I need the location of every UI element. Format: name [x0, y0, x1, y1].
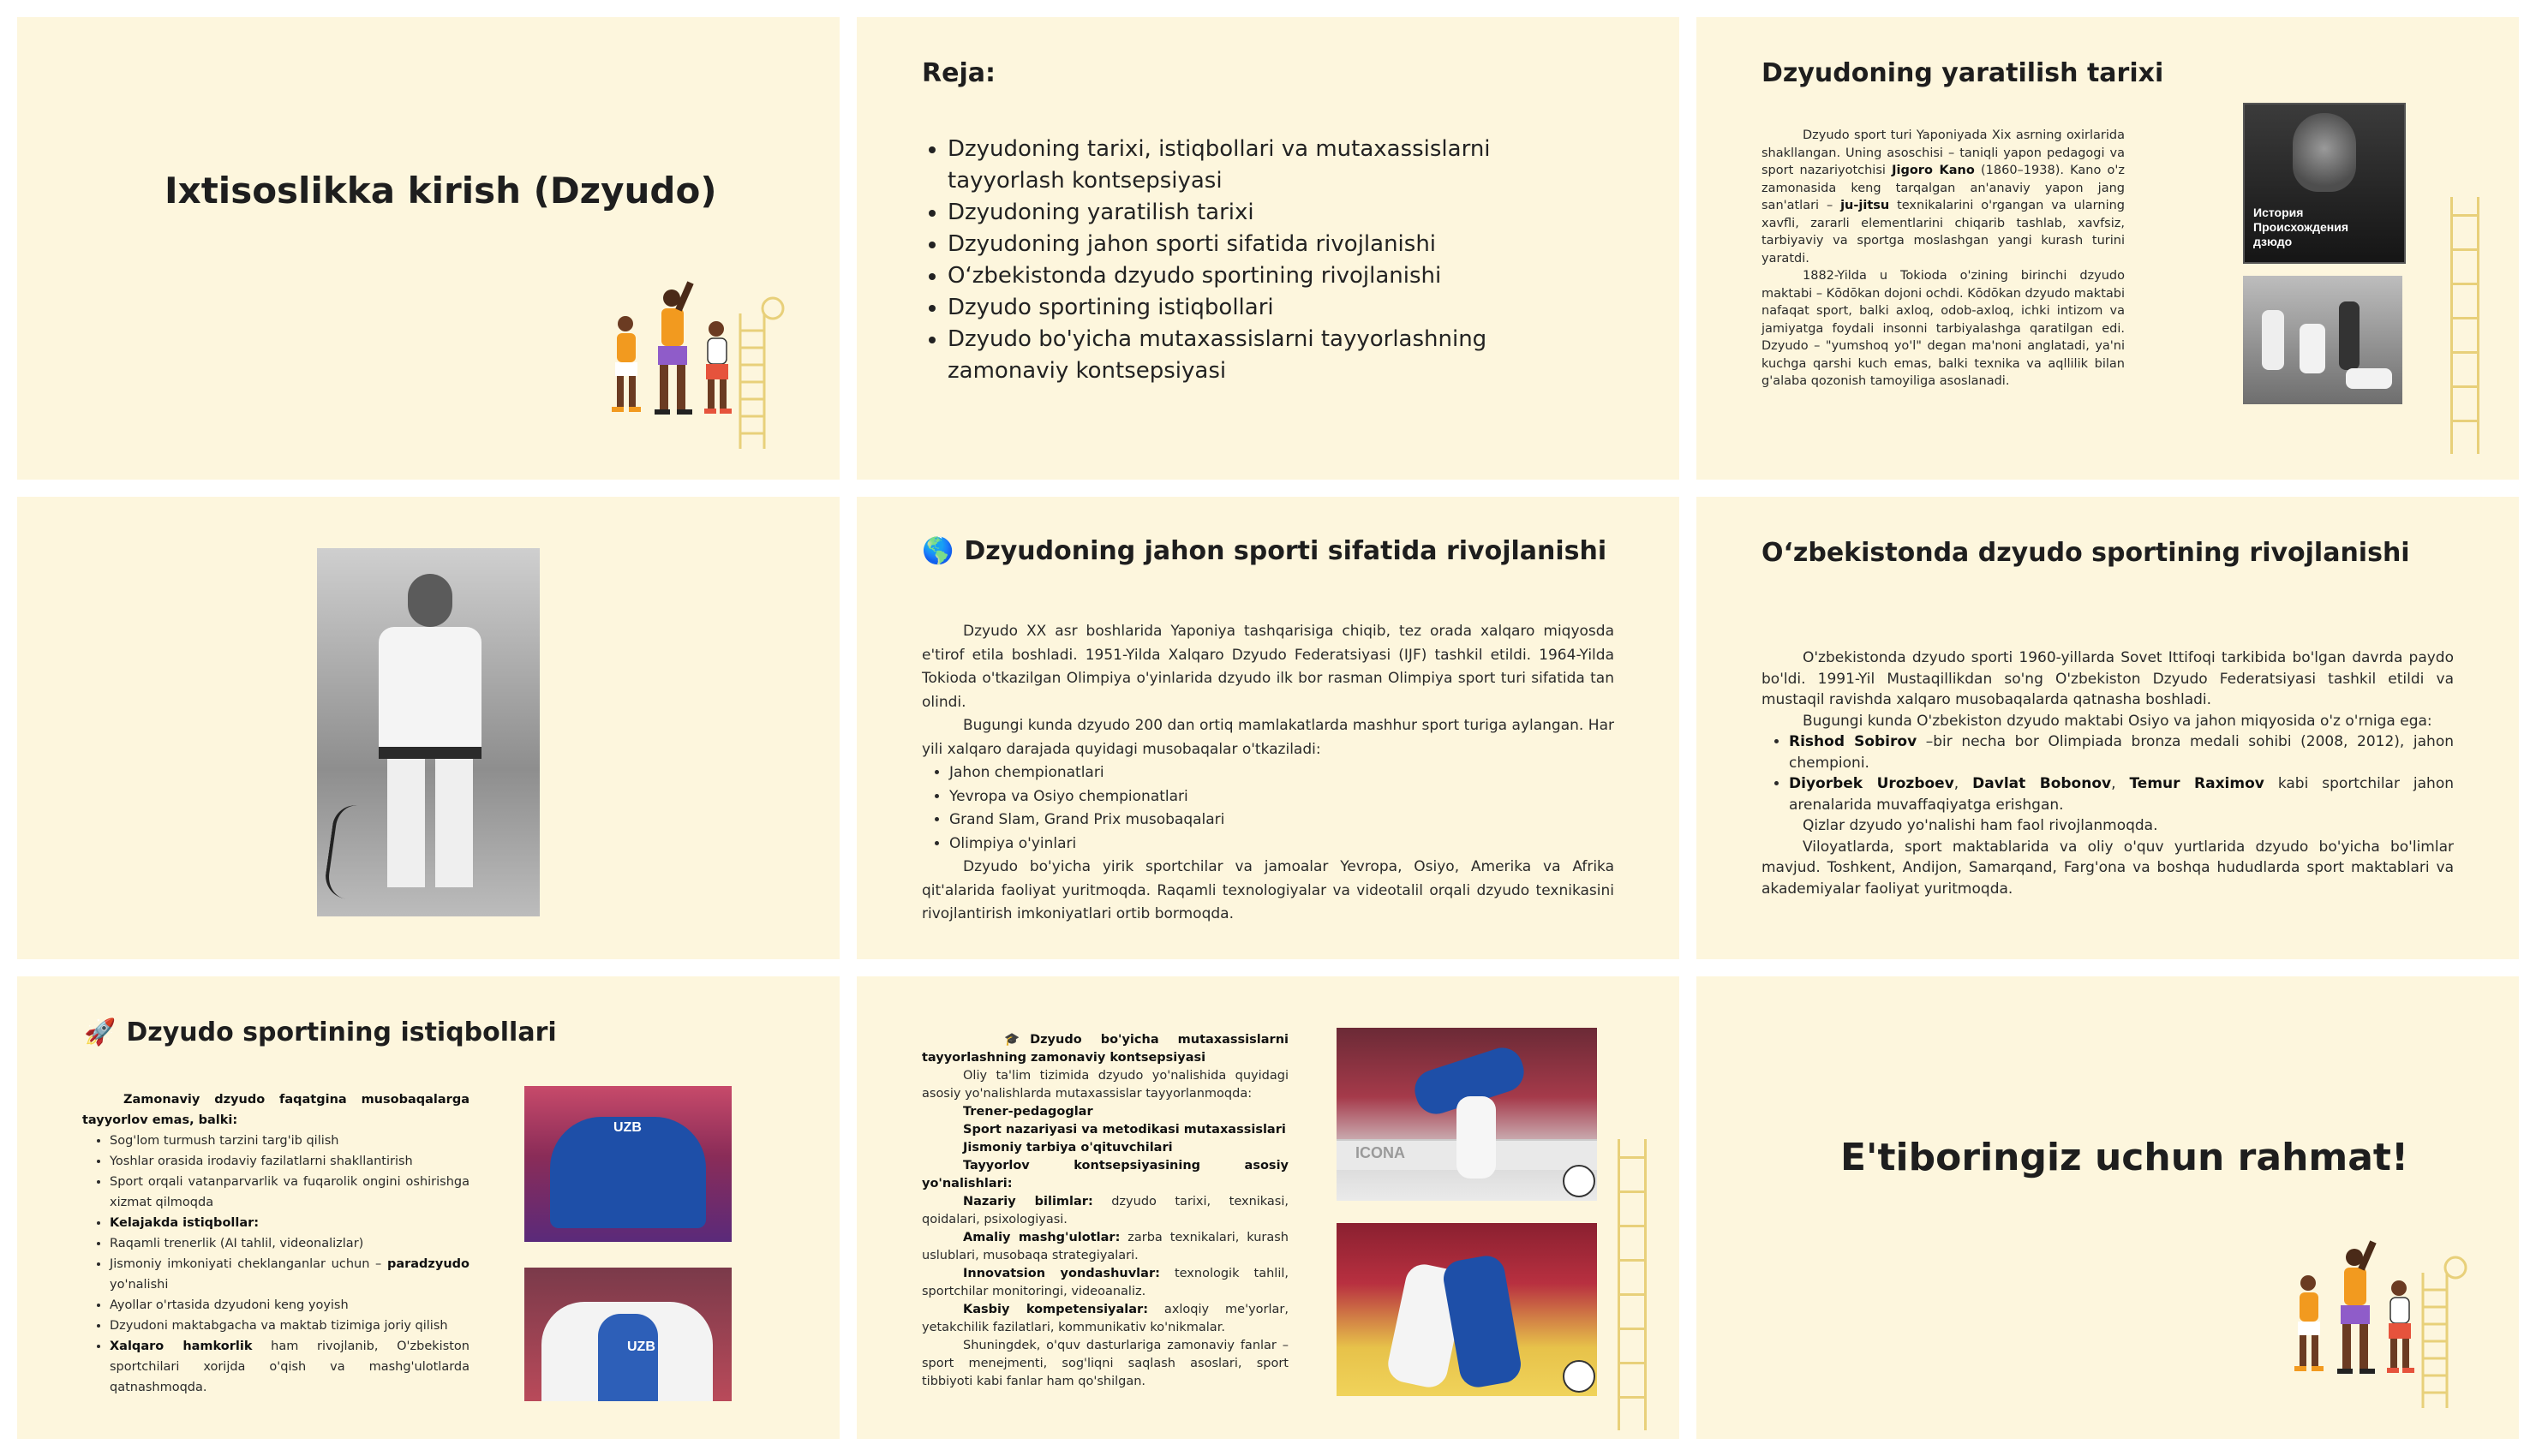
specialists-text — [922, 1031, 1289, 1391]
plan-item: • Dzyudoning tarixi, istiqbollari va mutaxassislarni tayyorlash kontsepsiyasi — [948, 134, 1573, 197]
prospects-text — [82, 1089, 470, 1398]
graduation-cap-icon: 🎓 — [1004, 1033, 1020, 1047]
prospect-item: • Sport orqali vatanparvarlik va fuqarolik ongini oshirishga xizmat qilmoqda — [110, 1172, 470, 1213]
poster-caption: История Происхождения дзюдо — [2253, 206, 2349, 248]
plan-item: • Dzyudo sportining istiqbollari — [948, 292, 1573, 324]
globe-icon: 🌎 — [922, 536, 954, 566]
plan-item: • Dzyudoning yaratilish tarixi — [948, 197, 1573, 229]
photo-figure — [2300, 324, 2325, 373]
prospects-heading — [84, 1017, 557, 1047]
competition-item: • Grand Slam, Grand Prix musobaqalari — [949, 809, 1614, 832]
text-span: texnikalarini o'rgangan va ularning xavfli, zararli elementlarini chiqarib tashlab, xavfsiz, tarbiyaviy va sportga moslashgan yangi kurash turini yaratdi. — [1761, 199, 2125, 266]
uzbekistan-paragraph: Viloyatlarda, sport maktablarida va oliy o'quv yurtlarida dzyudo bo'yicha bo'limlar mavjud. Toshkent, Andijon, Samarqand, Farg'ona va boshqa hududlarda sport maktablari va akademiyalar faoliyat yuritmoqda. — [1761, 838, 2454, 898]
world-paragraph: Dzyudo XX asr boshlarida Yaponiya tashqarisiga chiqib, tez orada xalqaro miqyosda e'tirof etila boshladi. 1951-Yilda Xalqaro Dzyudo Federatsiyasi (IJF) tashkil etildi. 1964-Yilda Tokioda o'tkazilgan Olimpiya o'yinlarida dzyudo ilk bor rasman Olimpiya sport turi sifatida tan olindi. — [922, 623, 1614, 711]
specialist-type: Trener-pedagoglar — [963, 1105, 1093, 1119]
concept-key: Innovatsion yondashuvlar: — [963, 1267, 1160, 1280]
concept-value: zarba texnikalari, kurash uslublari, musobaqa strategiyalari. — [922, 1231, 1289, 1262]
slide-kano-photo[interactable] — [17, 497, 840, 959]
uzbekistan-text — [1761, 647, 2454, 899]
specialists-heading — [922, 1031, 1289, 1067]
ijf-logo — [1563, 1360, 1595, 1393]
prospects-intro-text: Zamonaviy dzyudo faqatgina musobaqalarga tayyorlov emas, balki: — [82, 1093, 470, 1127]
prospect-item: • Yoshlar orasida irodaviy fazilatlarni shakllantirish — [110, 1151, 470, 1172]
athlete-item — [1789, 731, 2454, 773]
specialist-line — [922, 1157, 1289, 1193]
text-span: ham rivojlanib, O'zbekiston sportchilari xorijda o'qish va mashg'ulotlarda qatnashmoqda. — [110, 1340, 470, 1394]
slide-uzbekistan[interactable] — [1696, 497, 2519, 959]
judoka-white — [1456, 1096, 1496, 1179]
prospect-item — [110, 1336, 470, 1398]
plan-item: • O‘zbekistonda dzyudo sportining rivojlanishi — [948, 260, 1573, 292]
future-heading: Kelajakda istiqbollar: — [110, 1216, 260, 1230]
history-text — [1761, 127, 2125, 391]
plan-item: • Dzyudo bo'yicha mutaxassislarni tayyorlashning zamonaviy kontsepsiyasi — [948, 324, 1573, 387]
judo-match-photo — [1337, 1223, 1597, 1396]
text-span: (1860–1938). Kano o'z zamonasida keng tarqalgan an'anaviy yapon jang san'atlari – — [1761, 164, 2125, 212]
prospect-item: • Dzyudoni maktabgacha va maktab tizimiga joriy qilish — [110, 1316, 470, 1336]
text-span: –bir necha bor Olimpiada bronza medali sohibi (2008, 2012), jahon chempioni. — [1789, 733, 2455, 772]
slide-history[interactable] — [1696, 17, 2519, 480]
concept-key: Amaliy mashg'ulotlar: — [963, 1231, 1121, 1244]
prospect-item — [110, 1254, 470, 1295]
athlete-name: Diyorbek Urozboev — [1789, 775, 1954, 792]
athlete-name: Temur Raximov — [2129, 775, 2264, 792]
specialists-paragraph: Oliy ta'lim tizimida dzyudo yo'nalishida quyidagi asosiy yo'nalishlarda mutaxassislar tayyorlanmoqda: — [922, 1069, 1289, 1101]
concept-key: Kasbiy kompetensiyalar: — [963, 1303, 1148, 1316]
concept-value: texnologik tahlil, sportchilar monitoringi, videoanaliz. — [922, 1267, 1289, 1298]
athlete-name: Rishod Sobirov — [1789, 733, 1917, 750]
concept-line — [922, 1265, 1289, 1301]
competition-item: • Olimpiya o'yinlari — [949, 832, 1614, 856]
photo-belt — [379, 747, 481, 759]
slide-title-heading: Ixtisoslikka kirish (Dzyudo) — [164, 170, 717, 212]
prospect-item: • Ayollar o'rtasida dzyudoni keng yoyish — [110, 1295, 470, 1316]
uzbek-team-photo — [524, 1086, 732, 1242]
specialist-line — [922, 1139, 1289, 1157]
athlete-item: • Diyorbek Urozboev, Davlat Bobonov, Temur Raximov kabi sportchilar jahon arenalarida muvaffaqiyatga erishgan. — [1789, 773, 2454, 815]
slide-plan[interactable] — [857, 17, 1679, 480]
athlete-name: Davlat Bobonov — [1972, 775, 2112, 792]
specialist-type: Sport nazariyasi va metodikasi mutaxassislari — [963, 1123, 1286, 1137]
photo-pants — [435, 759, 473, 887]
thanks-heading: E'tiboringiz uchun rahmat! — [1840, 1136, 2409, 1179]
history-heading: Dzyudoning yaratilish tarixi — [1761, 58, 2164, 88]
concept-line — [922, 1229, 1289, 1265]
slide-specialists[interactable] — [857, 976, 1679, 1439]
slide-title[interactable] — [17, 17, 840, 480]
concept-key: Nazariy bilimlar: — [963, 1195, 1093, 1208]
uzbekistan-paragraph: Bugungi kunda O'zbekiston dzyudo maktabi Osiyo va jahon miqyosida o'z o'rniga ega: — [1803, 712, 2432, 730]
prospects-heading-text: Dzyudo sportining istiqbollari — [126, 1017, 557, 1047]
prospects-intro — [82, 1089, 470, 1131]
photo-figure — [2339, 301, 2360, 370]
jigoro-kano-name: Jigoro Kano — [1892, 164, 1975, 177]
ju-jitsu-term: ju-jitsu — [1840, 199, 1890, 212]
concept-value: dzyudo tarixi, texnikasi, qoidalari, psixologiyasi. — [922, 1195, 1289, 1226]
photo-pants — [387, 759, 425, 887]
photo-figure — [2346, 368, 2392, 389]
uzbekistan-heading: O‘zbekistonda dzyudo sportining rivojlanishi — [1761, 538, 2410, 568]
jigoro-kano-photo — [317, 548, 540, 916]
photo-signature — [323, 803, 382, 902]
specialist-line — [922, 1121, 1289, 1139]
photo-gi — [379, 627, 481, 755]
concept-line — [922, 1193, 1289, 1229]
ladder-decoration — [2450, 197, 2479, 454]
history-dojo-photo — [2243, 276, 2402, 404]
competition-item: • Jahon chempionatlari — [949, 761, 1614, 785]
uzbekistan-paragraph: O'zbekistonda dzyudo sporti 1960-yillarda Sovet Ittifoqi tarkibida bo'lgan davrda paydo bo'ldi. 1991-Yil Mustaqillikdan so'ng O'zbekiston Dzyudo Federatsiyasi tashkil etildi va mustaqil ravishda xalqaro musobaqalarda qatnasha boshladi. — [1761, 649, 2454, 708]
concept-line — [922, 1301, 1289, 1337]
plan-heading: Reja: — [922, 58, 996, 88]
slide-world-sport[interactable] — [857, 497, 1679, 959]
photo-figure — [2262, 310, 2284, 370]
text-span: yo'nalishi — [110, 1278, 169, 1292]
photo-head — [408, 574, 452, 627]
world-paragraph: Dzyudo bo'yicha yirik sportchilar va jamoalar Yevropa, Osiyo, Amerika va Afrika qit'alarida faoliyat yuritmoqda. Raqamli texnologiyalar va videotalil orqali dzyudo texnikasini rivojlantirish imkoniyatlari ortib bormoqda. — [922, 858, 1614, 922]
uzbekistan-paragraph: Qizlar dzyudo yo'nalishi ham faol rivojlanmoqda. — [1803, 817, 2158, 834]
prospect-item — [110, 1213, 470, 1233]
world-text — [922, 620, 1614, 927]
history-poster-image — [2243, 103, 2406, 264]
plan-item: • Dzyudoning jahon sporti sifatida rivojlanishi — [948, 229, 1573, 260]
slide-thanks[interactable] — [1696, 976, 2519, 1439]
exercise-people-illustration — [2279, 1238, 2467, 1410]
judoka-blue — [1441, 1253, 1524, 1390]
banner-text: ICONA — [1355, 1144, 1405, 1161]
rocket-icon: 🚀 — [84, 1017, 117, 1047]
cooperation-term: Xalqaro hamkorlik — [110, 1340, 253, 1353]
paradzyudo-term: paradzyudo — [386, 1257, 470, 1271]
text-span: kabi sportchilar jahon arenalarida muvaffaqiyatga erishgan. — [1789, 775, 2454, 814]
ladder-decoration — [1618, 1139, 1647, 1430]
concept-heading: Tayyorlov kontsepsiyasining asosiy yo'nalishlari: — [922, 1159, 1289, 1190]
concept-value: axloqiy me'yorlar, yetakchilik fazilatlari, kommunikativ ko'nikmalar. — [922, 1303, 1289, 1334]
uzb-label: UZB — [627, 1340, 655, 1354]
ijf-logo — [1563, 1165, 1595, 1197]
text-span: Jismoniy imkoniyati cheklanganlar uchun – — [110, 1257, 387, 1271]
specialist-type: Jismoniy tarbiya o'qituvchilari — [963, 1141, 1173, 1155]
plan-list — [922, 134, 1573, 387]
text-span: Dzyudo sport turi Yaponiyada Xix asrning oxirlarida shakllangan. Uning asoschisi – taniqli yapon pedagogi va sport nazariyotchisi — [1761, 128, 2125, 177]
history-paragraph: 1882-Yilda u Tokioda o'zining birinchi dzyudo maktabi – Kōdōkan dojoni ochdi. Kōdōkan dzyudo maktabi nafaqat sport, balki axloq, odob-axloq, ichki intizom va jamiyatga foydali insonni tarbiyalashga qaratilgan edi. Dzyudo – "yumshoq yo'l" degan ma'noni anglatadi, ya'ni kuchga qarshi kuch emas, balki texnika va aqllilik bilan g'alaba qozonish tamoyiliga asoslanadi. — [1761, 269, 2126, 388]
uzbek-team-celebration-photo — [524, 1268, 732, 1401]
prospect-item: • Sog'lom turmush tarzini targ'ib qilish — [110, 1131, 470, 1151]
team-group-blue — [598, 1314, 658, 1401]
prospect-item: • Raqamli trenerlik (AI tahlil, videonalizlar) — [110, 1233, 470, 1254]
exercise-people-illustration — [596, 279, 785, 451]
specialist-line — [922, 1103, 1289, 1121]
uzb-label: UZB — [613, 1120, 642, 1135]
judo-throw-photo — [1337, 1028, 1597, 1201]
world-heading-text: Dzyudoning jahon sporti sifatida rivojlanishi — [964, 536, 1607, 566]
world-heading — [922, 536, 1606, 566]
world-paragraph: Bugungi kunda dzyudo 200 dan ortiq mamlakatlarda mashhur sport turiga aylangan. Har yili xalqaro darajada quyidagi musobaqalar o'tkaziladi: — [922, 717, 1614, 758]
competition-item: • Yevropa va Osiyo chempionatlari — [949, 785, 1614, 809]
specialists-paragraph: Shuningdek, o'quv dasturlariga zamonaviy fanlar – sport menejmenti, sog'liqni saqlash asoslari, sport tibbiyoti kabi fanlar ham qo'shilgan. — [922, 1339, 1289, 1388]
specialists-heading-text: Dzyudo bo'yicha mutaxassislarni tayyorlashning zamonaviy kontsepsiyasi — [922, 1033, 1289, 1065]
portrait-face — [2293, 113, 2356, 192]
slide-prospects[interactable] — [17, 976, 840, 1439]
history-paragraph — [1761, 127, 2125, 267]
